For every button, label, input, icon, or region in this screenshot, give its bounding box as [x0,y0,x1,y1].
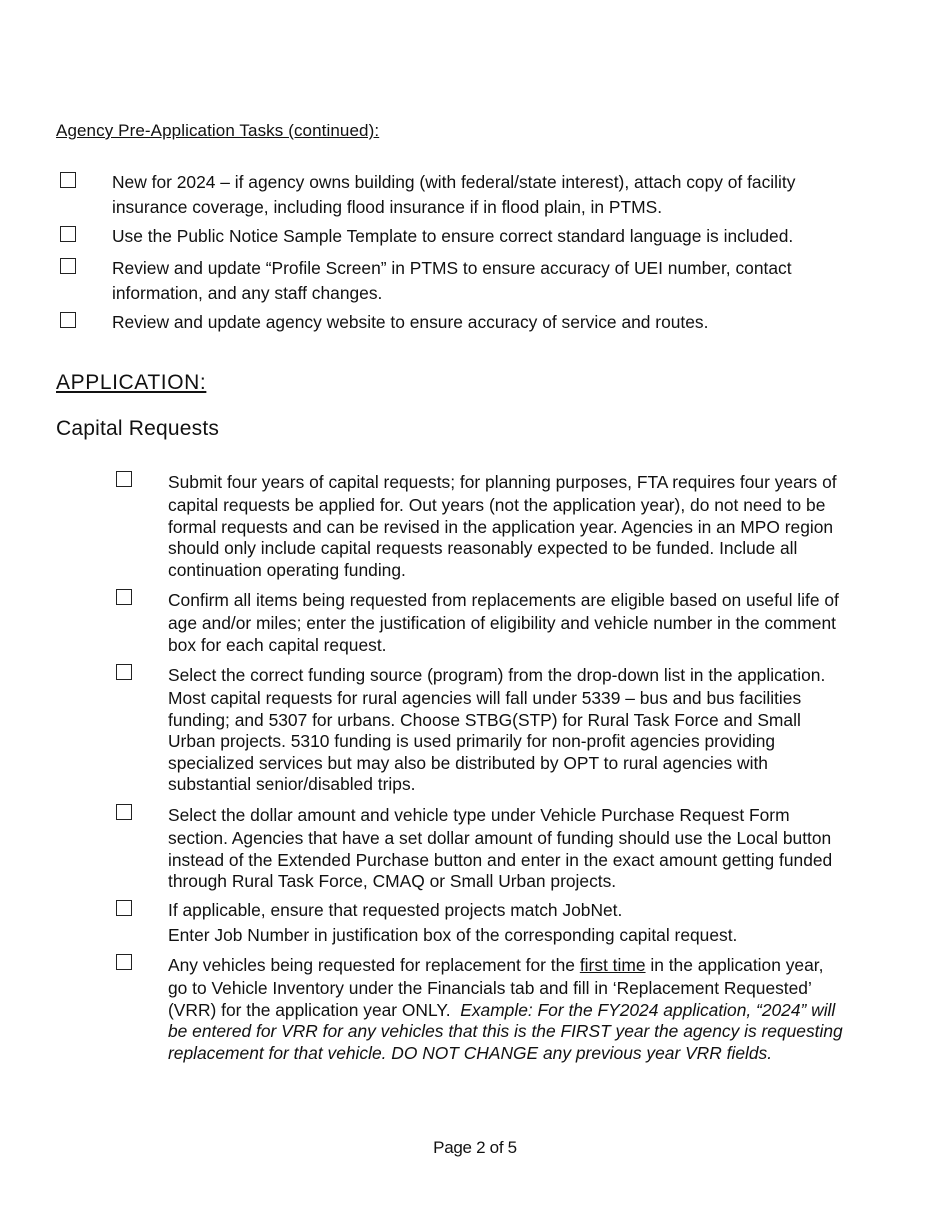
checkbox-funding-source[interactable] [116,664,132,680]
checkbox-profile-screen[interactable] [60,258,76,274]
pre-application-tasks-title: Agency Pre-Application Tasks (continued): [56,121,380,140]
checkbox-vehicle-replacement[interactable] [116,954,132,970]
checklist-text: Select the dollar amount and vehicle type under Vehicle Purchase Request Form section. Agencies that have a set dollar amount of funding should use the Local button instead of the Extended Purchase button and enter in the exact amount getting funded through Rural Task Force, CMAQ or Small Urban projects. [168,805,833,891]
checkbox-useful-life[interactable] [116,589,132,605]
checklist-text: Any vehicles being requested for replacement for the first time in the application year, go to Vehicle Inventory under the Financials tab and fill in ‘Replacement Requested’ (VRR) for the application year ONLY. Example: For the FY2024 application, “2024” will be entered for VRR for any vehicles that this is the FIRST year the agency is requesting replacement for that vehicle. DO NOT CHANGE any previous year VRR fields. [168,955,843,1063]
checkbox-jobnet[interactable] [116,900,132,916]
checklist-text: Review and update “Profile Screen” in PTMS to ensure accuracy of UEI number, contact information, and any staff changes. [112,258,792,303]
checklist-text: Submit four years of capital requests; for planning purposes, FTA requires four years of capital requests be applied for. Out years (not the application year), do not need to be formal requests and can be revised in the application year. Agencies in an MPO region should only include capital requests reasonably expected to be funded. Include all continuation operating funding. [168,472,837,580]
checklist-text: If applicable, ensure that requested projects match JobNet. Enter Job Number in justification box of the corresponding capital request. [168,900,738,945]
checklist-text: New for 2024 – if agency owns building (with federal/state interest), attach copy of facility insurance coverage, including flood insurance if in flood plain, in PTMS. [112,172,796,217]
checklist-text: Select the correct funding source (program) from the drop-down list in the application. Most capital requests for rural agencies will fall under 5339 – bus and bus facilities funding; and 5307 for urbans. Choose STBG(STP) for Rural Task Force and Small Urban projects. 5310 funding is used primarily for non-profit agencies providing specialized services but may also be distributed by OPT to rural agencies with substantial senior/disabled trips. [168,665,826,794]
checklist-text: Confirm all items being requested from replacements are eligible based on useful life of age and/or miles; enter the justification of eligibility and vehicle number in the comment box for each capital request. [168,590,839,655]
first-time-emphasis: first time [579,955,646,975]
checkbox-four-years[interactable] [116,471,132,487]
application-heading: APPLICATION: [56,371,207,394]
checkbox-public-notice[interactable] [60,226,76,242]
checklist-text: Use the Public Notice Sample Template to ensure correct standard language is included. [112,226,794,246]
capital-requests-heading: Capital Requests [56,417,220,440]
checkbox-facility-insurance[interactable] [60,172,76,188]
checklist-text: Review and update agency website to ensure accuracy of service and routes. [112,312,709,332]
checkbox-dollar-amount[interactable] [116,804,132,820]
checkbox-agency-website[interactable] [60,312,76,328]
page-number: Page 2 of 5 [433,1138,517,1157]
